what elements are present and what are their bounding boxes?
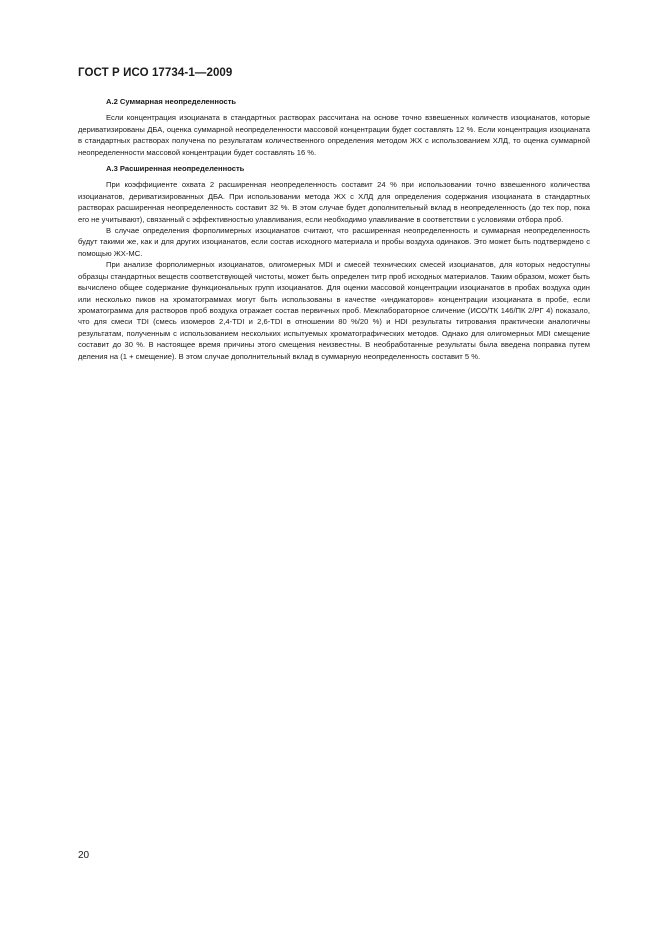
document-header: ГОСТ Р ИСО 17734-1—2009: [78, 67, 233, 79]
page-number: 20: [78, 850, 90, 861]
section-combined-uncertainty: [78, 96, 590, 158]
paragraph: Если концентрация изоцианата в стандартных растворах рассчитана на основе точно взвешенных количеств изоцианатов, которые дериватизированы ДБА, оценка суммарной неопределенности массовой концентрации будет составлять 12 %. Если концентрация изоцианата в стандартных растворах получена по результатам количественного определения методом ЖХ с использованием ХЛД, то оценка суммарной неопределенности массовой концентрации будет составлять 16 %.: [78, 113, 590, 157]
section-title: А.2 Суммарная неопределенность: [106, 97, 237, 106]
paragraph: При коэффициенте охвата 2 расширенная неопределенность составит 24 % при использовании точно взвешенного количества изоцианатов, дериватизированных ДБА. При использовании метода ЖХ с ХЛД для определения содержания изоцианата в стандартных растворах расширенная неопределенность составит 32 %. В этом случае будет дополнительный вклад в неопределенность (до тех пор, пока его не учитывают), связанный с эффективностью улавливания, если необходимо улавливание в соответствии с условиями отбора проб.: [78, 180, 590, 224]
section-title: А.3 Расширенная неопределенность: [106, 164, 245, 174]
section-expanded-uncertainty: [78, 163, 590, 362]
document-body: [78, 96, 590, 362]
paragraph: При анализе форполимерных изоцианатов, олигомерных MDI и смесей технических смесей изоцианатов, для которых недоступны образцы стандартных веществ соответствующей чистоты, может быть определен титр проб исходных материалов. Таким образом, может быть вычислено общее содержание функциональных групп изоцианатов. Для оценки массовой концентрации изоцианатов в пробах воздуха один или несколько пиков на хроматограммах могут быть использованы в качестве «индикаторов» концентрации изоцианата в пробе, если хроматограмма для растворов проб воздуха отражает состав первичных проб. Межлабораторное сличение (ИСО/ТК 146/ПК 2/РГ 4) показало, что для смеси TDI (смесь изомеров 2,4-TDI и 2,6-TDI в отношении 80 %/20 %) и HDI результаты титрования практически аналогичны результатам, полученным с использованием нескольких испытуемых хроматографических методов. Однако для олигомерных MDI смещение составит до 30 %. В настоящее время причины этого смещения неизвестны. В необработанные результаты была введена поправка путем деления на (1 + смещение). В этом случае дополнительный вклад в суммарную неопределенность составит 5 %.: [78, 260, 590, 361]
paragraph: В случае определения форполимерных изоцианатов считают, что расширенная неопределенность и суммарная неопределенность будут такими же, как и для других изоцианатов, если состав исходного материала и пробы воздуха одинаков. Это может быть подтверждено с помощью ЖХ-МС.: [78, 226, 590, 258]
